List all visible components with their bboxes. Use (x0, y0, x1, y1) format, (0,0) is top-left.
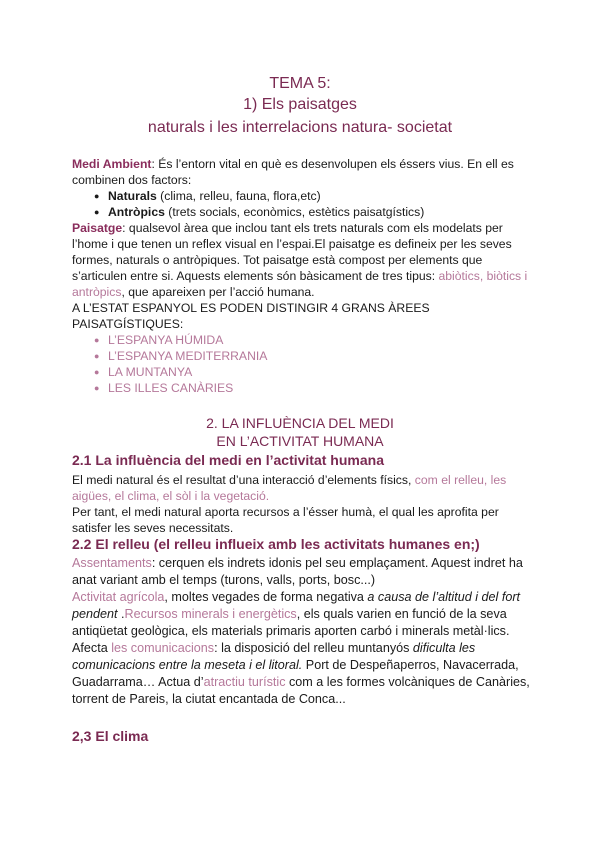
paisatge-end: , que apareixen per l’acció humana. (121, 285, 315, 299)
section2-title-line2: EN L’ACTIVITAT HUMANA (216, 433, 384, 449)
list-item: ● LES ILLES CANÀRIES (94, 380, 532, 396)
list-item (94, 204, 532, 220)
paragraph: Per tant, el medi natural aporta recursos a l’ésser humà, el qual les aprofita per satisfer les seves necessitats. (72, 505, 499, 535)
factor-text: (trets socials, econòmics, estètics paisatgístics) (164, 205, 425, 219)
highlight-text: atractiu turístic (203, 675, 286, 689)
text: com a les formes volcàniques de Canàries, torrent de Pareis, la ciutat encantada de Conca... (72, 675, 530, 706)
list-item: ● L’ESPANYA MEDITERRANIA (94, 348, 532, 364)
text: . (117, 607, 125, 621)
paragraph (72, 640, 532, 708)
factors-list (72, 188, 532, 220)
heading-2-1: 2.1 La influència del medi en l’activitat humana (72, 452, 384, 468)
doc-title-line1: TEMA 5: (269, 75, 331, 92)
text: , els quals varien en funció de la seva antiqüetat geològica, els materials primaris aporten carbó i minerals metàl·lics. (72, 607, 510, 638)
italic-text: a causa de l’altitud i del fort pendent (72, 590, 521, 621)
text: , moltes vegades de forma negativa (164, 590, 368, 604)
text: Port de Despeñaperros, Navacerrada, Guadarrama… Actua d’ (72, 658, 519, 689)
medi-ambient-term: Medi Ambient (72, 157, 152, 171)
highlight-text: com el relleu, les aigües, el clima, el sòl i la vegetació. (72, 473, 507, 503)
text: : la disposició del relleu muntanyós (214, 641, 413, 655)
paisatge-text: : qualsevol àrea que inclou tant els trets naturals com els modelats per l’home i que tenen un reflex visual en l’espai.El paisatge es defineix per les seves formes, naturals o antròpiques. Tot paisatge està compost per elements que s’articulen entre si. Aquests elements són bàsicament de tres tipus: (72, 221, 512, 283)
areas-list (72, 332, 532, 396)
list-item (94, 188, 532, 204)
highlight-text: Activitat agrícola (72, 590, 165, 604)
highlight-text: Recursos minerals i energètics (124, 607, 297, 621)
paisatge-paragraph (72, 220, 532, 300)
section-2-2-body (72, 555, 532, 708)
paisatge-term: Paisatge (72, 221, 123, 235)
text: El medi natural és el resultat d’una interacció d’elements físics, (72, 473, 415, 487)
italic-text: dificulta les comunicacions entre la meseta i el litoral. (72, 641, 476, 672)
paragraph (72, 555, 532, 589)
paragraph (72, 589, 532, 640)
heading-2-3: 2,3 El clima (72, 728, 149, 744)
section2-title-line1: 2. LA INFLUÈNCIA DEL MEDI (206, 415, 394, 431)
factor-text: (clima, relleu, fauna, flora,etc) (156, 189, 321, 203)
factor-term: Naturals (108, 189, 157, 203)
medi-ambient-paragraph (72, 156, 532, 188)
list-item: ● L’ESPANYA HÚMIDA (94, 332, 532, 348)
intro-block (72, 156, 532, 396)
doc-title-line3: naturals i les interrelacions natura- societat (147, 119, 453, 136)
text: : cerquen els indrets idonis pel seu emplaçament. Aquest indret ha anat variant amb el temps (turons, valls, ports, bosc...) (72, 556, 523, 587)
medi-ambient-text: : És l’entorn vital en què es desenvolupen els éssers vius. En ell es combinen dos factors: (72, 157, 514, 187)
text: Afecta (72, 641, 112, 655)
areas-intro: A L’ESTAT ESPANYOL ES PODEN DISTINGIR 4 GRANS ÀREES PAISATGÍSTIQUES: (72, 301, 430, 331)
highlight-text: les comunicacions (111, 641, 215, 655)
section-2-1-body (72, 472, 532, 536)
doc-title-line2: 1) Els paisatges (243, 96, 357, 113)
paragraph (72, 472, 532, 504)
paisatge-types: abiòtics, biòtics i antròpics (72, 269, 528, 299)
highlight-text: Assentaments (72, 556, 152, 570)
list-item: ● LA MUNTANYA (94, 364, 532, 380)
factor-term: Antròpics (108, 205, 165, 219)
heading-2-2: 2.2 El relleu (el relleu influeix amb les activitats humanes en;) (72, 536, 480, 552)
